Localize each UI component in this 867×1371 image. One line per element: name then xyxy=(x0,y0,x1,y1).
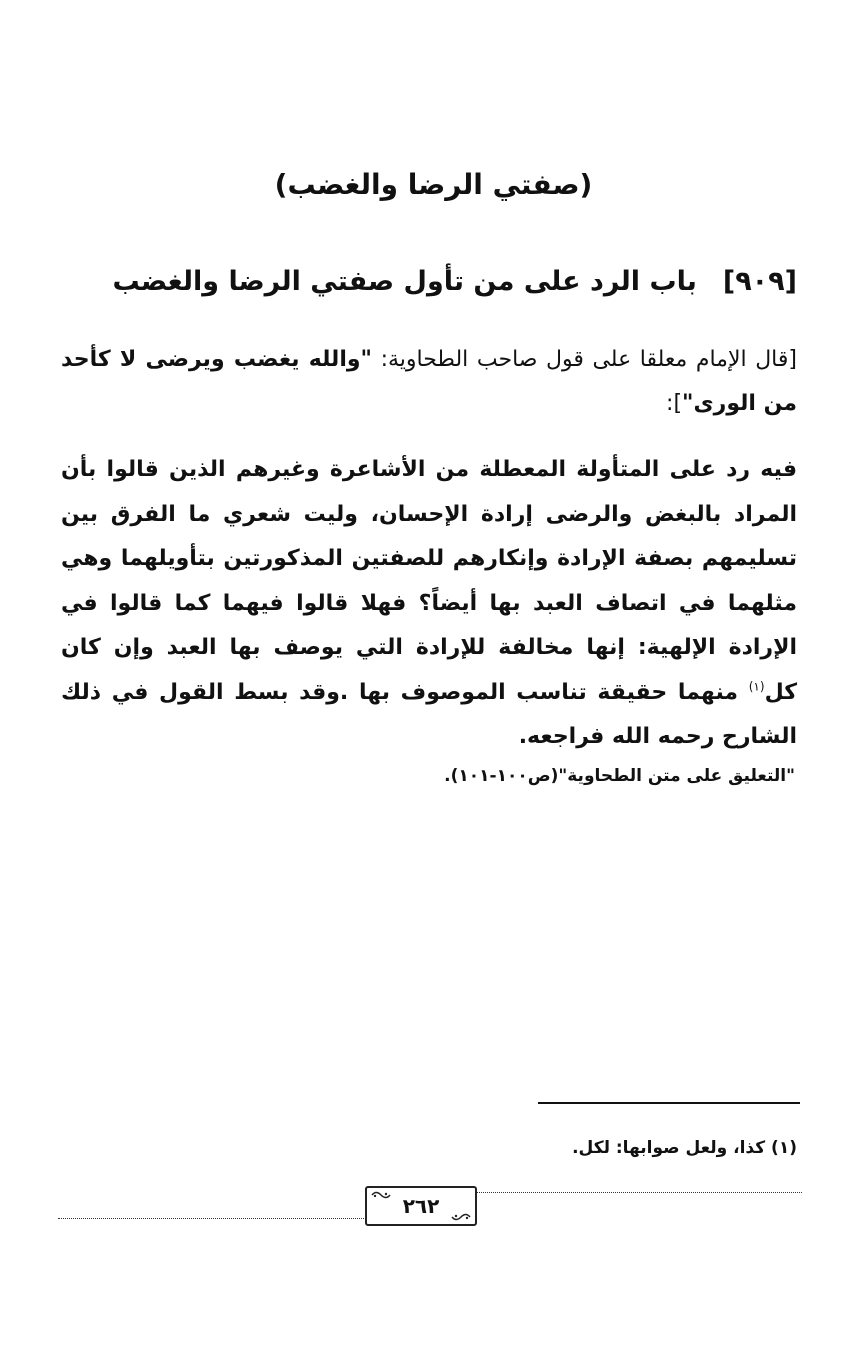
ornament-icon xyxy=(451,1212,471,1222)
page-number-frame xyxy=(365,1186,477,1226)
footnote: (١) كذا، ولعل صوابها: لكل. xyxy=(572,1138,797,1158)
intro-tail: ]: xyxy=(666,391,683,416)
intro-paragraph xyxy=(61,338,797,426)
chapter-number: [٩٠٩] xyxy=(722,266,797,297)
page-number: ٢٦٢ xyxy=(402,1194,440,1218)
footnote-divider xyxy=(538,1102,800,1104)
page-title: (صفتي الرضا والغضب) xyxy=(274,168,593,201)
source-citation: "التعليق على متن الطحاوية"(ص١٠٠-١٠١). xyxy=(444,766,795,786)
footer-dotted-line-right xyxy=(476,1192,802,1193)
chapter-title: باب الرد على من تأول صفتي الرضا والغضب xyxy=(112,266,697,297)
intro-quote: "والله يغضب ويرضى لا كأحد من الورى" xyxy=(61,347,797,416)
footer-dotted-line-left xyxy=(58,1218,364,1219)
body-paragraph xyxy=(61,448,797,760)
body-text-part2: منهما حقيقة تناسب الموصوف بها .وقد بسط القول في ذلك الشارح رحمه الله فراجعه. xyxy=(61,679,797,749)
footnote-marker[interactable]: (١) xyxy=(748,679,765,694)
body-text-part1: فيه رد على المتأولة المعطلة من الأشاعرة وغيرهم الذين قالوا بأن المراد بالبغض والرضى إرادة الإحسان، وليت شعري ما الفرق بين تسليمهم بصفة الإرادة وإنكارهم للصفتين المذكورتين بتأويلهما وهي مثلهما في اتصاف العبد بها أيضاً؟ فهلا قالوا فيهما كما قالوا في الإرادة الإلهية: إنها مخالفة للإرادة التي يوصف بها العبد وإن كان كل xyxy=(61,457,797,705)
chapter-heading xyxy=(62,266,797,298)
intro-lead: [قال الإمام معلقا على قول صاحب الطحاوية: xyxy=(372,347,797,372)
